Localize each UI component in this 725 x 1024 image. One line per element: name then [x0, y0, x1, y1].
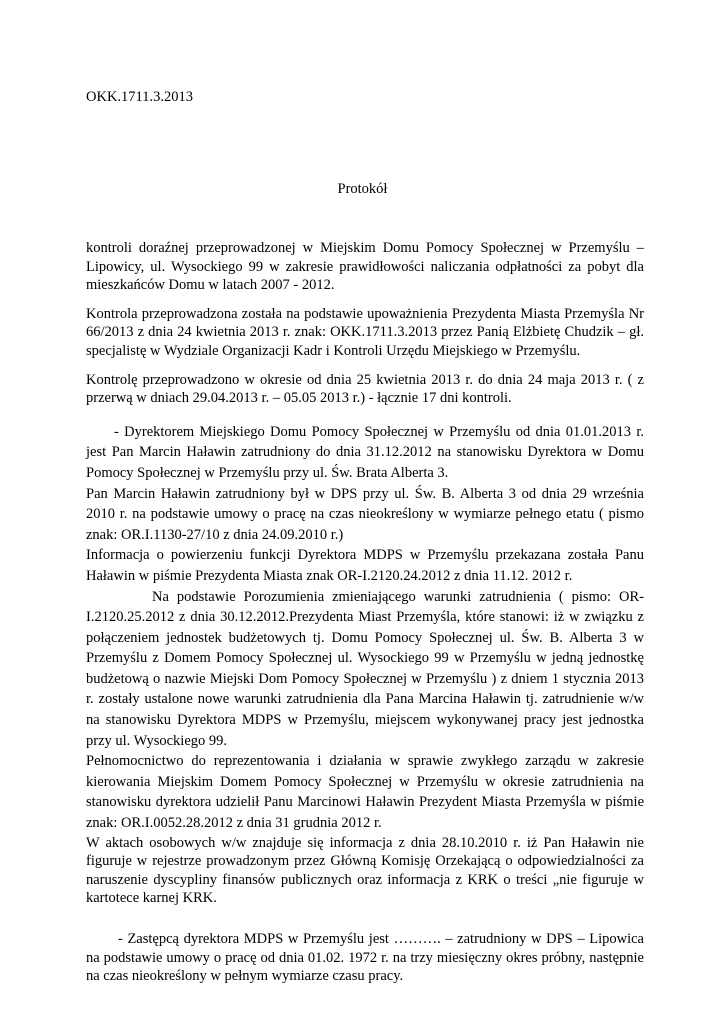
document-body	[86, 239, 644, 986]
paragraph-employment: Pan Marcin Haławin zatrudniony był w DPS przy ul. Św. B. Alberta 3 od dnia 29 września 2010 r. na podstawie umowy o pracę na czas nieokreślony w wymiarze pełnego etatu ( pismo znak: OR.I.1130-27/10 z dnia 24.09.2010 r.)	[86, 485, 644, 543]
paragraph-authorization: Kontrola przeprowadzona została na podstawie upoważnienia Prezydenta Miasta Przemyśla Nr 66/2013 z dnia 24 kwietnia 2013 r. znak: OKK.1711.3.2013 przez Panią Elżbietę Chudzik – gł. specjalistę w Wydziale Organizacji Kadr i Kontroli Urzędu Miejskiego w Przemyślu.	[86, 305, 644, 359]
paragraph-deputy: - Zastępcą dyrektora MDPS w Przemyślu jest ………. – zatrudniony w DPS – Lipowica na podstawie umowy o pracę od dnia 01.02. 1972 r. na trzy miesięczny okres próbny, następnie na czas nieokreślony w pełnym wymiarze czasu pracy.	[86, 931, 644, 985]
paragraph-agreement: Na podstawie Porozumienia zmieniającego warunki zatrudnienia ( pismo: OR-I.2120.25.2012 z dnia 30.12.2012.Prezydenta Miast Przemyśla, które stanowi: iż w związku z połączeniem jednostek budżetowych tj. Domu Pomocy Społecznej ul. Św. B. Alberta 3 w Przemyślu z Domem Pomocy Społecznej ul. Wysockiego 99 w Przemyślu w jedną jednostkę budżetową o nazwie Miejski Dom Pomocy Społecznej w Przemyślu ) z dniem 1 stycznia 2013 r. zostały ustalone nowe warunki zatrudnienia dla Pana Marcina Haławin tj. zatrudnienie w/w na stanowisku Dyrektora MDPS w Przemyślu, miejscem wykonywanej pracy jest jednostka przy ul. Wysockiego 99.	[86, 588, 644, 749]
paragraph-power-of-attorney: Pełnomocnictwo do reprezentowania i działania w sprawie zwykłego zarządu w zakresie kierowania Miejskim Domem Pomocy Społecznej w Przemyślu w okresie zatrudnienia na stanowisku dyrektora udzielił Panu Marcinowi Haławin Prezydent Miasta Przemyśla w piśmie znak: OR.I.0052.28.2012 z dnia 31 grudnia 2012 r.	[86, 753, 644, 832]
paragraph-period: Kontrolę przeprowadzono w okresie od dnia 25 kwietnia 2013 r. do dnia 24 maja 2013 r. ( z przerwą w dniach 29.04.2013 r. – 05.05 2013 r.) - łącznie 17 dni kontroli.	[86, 371, 644, 407]
paragraph-scope: kontroli doraźnej przeprowadzonej w Miejskim Domu Pomocy Społecznej w Przemyślu – Lipowicy, ul. Wysockiego 99 w zakresie prawidłowości naliczania odpłatności za pobyt dla mieszkańców Domu w latach 2007 - 2012.	[86, 240, 644, 294]
document-title: Protokół	[337, 181, 388, 197]
paragraph-director: - Dyrektorem Miejskiego Domu Pomocy Społecznej w Przemyślu od dnia 01.01.2013 r. jest Pan Marcin Haławin zatrudniony do dnia 31.12.2012 na stanowisku Dyrektora w Domu Pomocy Społecznej w Przemyślu przy ul. Św. Brata Alberta 3.	[86, 423, 644, 481]
paragraph-records: W aktach osobowych w/w znajduje się informacja z dnia 28.10.2010 r. iż Pan Haławin nie figuruje w rejestrze prowadzonym przez Główną Komisję Orzekającą o odpowiedzialności za naruszenie dyscypliny finansów publicznych oraz informacja z KRK o treści „nie figuruje w kartotece karnej KRK.	[86, 834, 644, 907]
document-reference: OKK.1711.3.2013	[86, 89, 194, 105]
paragraph-appointment: Informacja o powierzeniu funkcji Dyrektora MDPS w Przemyślu przekazana została Panu Haławin w piśmie Prezydenta Miasta znak OR-I.2120.24.2012 z dnia 11.12. 2012 r.	[86, 547, 644, 584]
